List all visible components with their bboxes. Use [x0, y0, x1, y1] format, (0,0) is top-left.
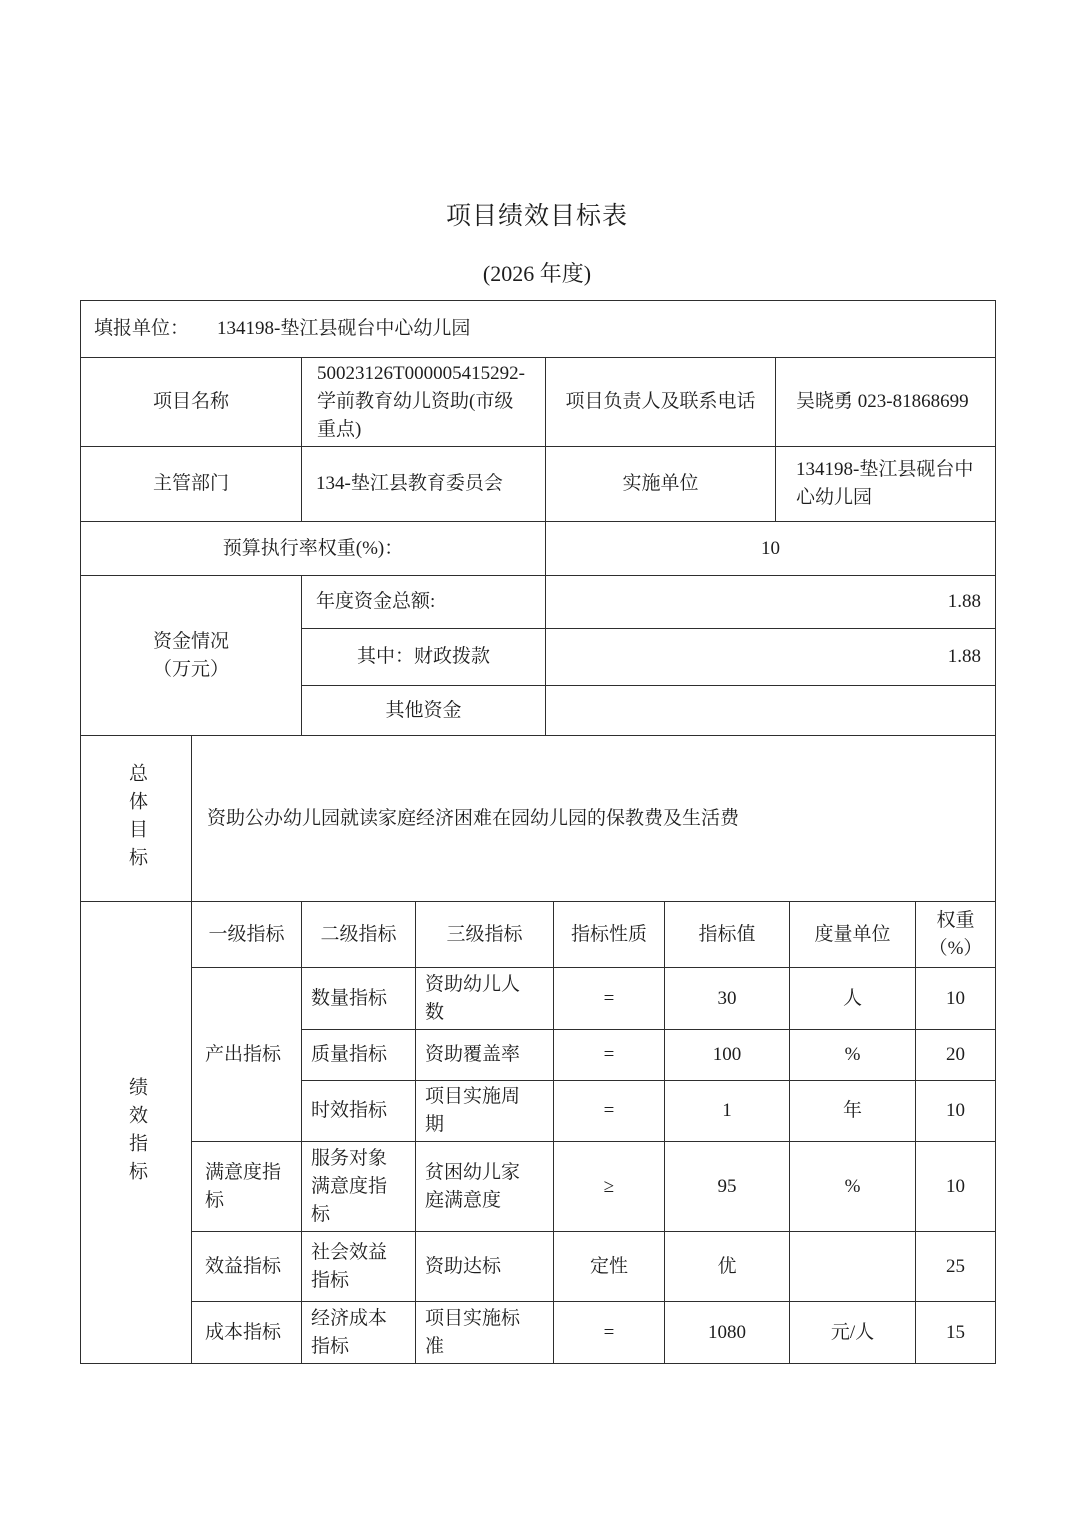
- unit-cell: 年: [790, 1081, 916, 1142]
- weight-cell: 10: [916, 968, 996, 1030]
- indicator-row-cost: [81, 1302, 996, 1364]
- nature-cell: =: [554, 1302, 665, 1364]
- indicators-side-label: 绩效指标: [81, 902, 192, 1364]
- unit-cell: 人: [790, 968, 916, 1030]
- dept-label: 主管部门: [81, 447, 302, 522]
- value-cell: 100: [665, 1030, 790, 1081]
- report-unit-value: 134198-垫江县砚台中心幼儿园: [217, 318, 471, 339]
- weight-cell: 25: [916, 1232, 996, 1302]
- value-cell: 95: [665, 1142, 790, 1232]
- funding-total-row: [81, 576, 996, 629]
- project-name-label: 项目名称: [81, 358, 302, 447]
- col-header-unit: 度量单位: [790, 902, 916, 968]
- budget-exec-value: 10: [546, 522, 996, 576]
- weight-cell: 10: [916, 1081, 996, 1142]
- impl-unit-value: 134198-垫江县砚台中心幼儿园: [776, 447, 996, 522]
- col-header-nature: 指标性质: [554, 902, 665, 968]
- funding-other-label: 其他资金: [302, 686, 546, 736]
- value-cell: 1080: [665, 1302, 790, 1364]
- nature-cell: ≥: [554, 1142, 665, 1232]
- value-cell: 1: [665, 1081, 790, 1142]
- weight-cell: 15: [916, 1302, 996, 1364]
- value-cell: 优: [665, 1232, 790, 1302]
- project-leader-label: 项目负责人及联系电话: [546, 358, 776, 447]
- project-leader-value: 吴晓勇 023-81868699: [776, 358, 996, 447]
- funding-total-value: 1.88: [546, 576, 996, 629]
- unit-cell: [790, 1232, 916, 1302]
- level2-cell: 数量指标: [302, 968, 416, 1030]
- impl-unit-label: 实施单位: [546, 447, 776, 522]
- col-header-level1: 一级指标: [192, 902, 302, 968]
- funding-fiscal-label: 其中：财政拨款: [302, 629, 546, 686]
- unit-cell: 元/人: [790, 1302, 916, 1364]
- project-name-value: 50023126T000005415292-学前教育幼儿资助(市级重点): [302, 358, 546, 447]
- report-unit-cell: [81, 301, 996, 358]
- indicator-row-benefit: [81, 1232, 996, 1302]
- unit-cell: %: [790, 1030, 916, 1081]
- project-name-row: [81, 358, 996, 447]
- level2-cell: 质量指标: [302, 1030, 416, 1081]
- funding-other-value: [546, 686, 996, 736]
- level1-satisfaction: 满意度指标: [192, 1142, 302, 1232]
- level1-output: 产出指标: [192, 968, 302, 1142]
- overall-goal-table: [80, 735, 996, 902]
- funding-fiscal-value: 1.88: [546, 629, 996, 686]
- level2-cell: 服务对象满意度指标: [302, 1142, 416, 1232]
- funding-group-label: 资金情况（万元）: [81, 576, 302, 736]
- page-subtitle: (2026 年度): [482, 261, 592, 286]
- overall-goal-label: 总体目标: [81, 736, 192, 902]
- level3-cell: 资助达标: [416, 1232, 554, 1302]
- indicator-row-quantity: [81, 968, 996, 1030]
- indicators-header-row: [81, 902, 996, 968]
- level3-cell: 项目实施周期: [416, 1081, 554, 1142]
- level2-cell: 社会效益指标: [302, 1232, 416, 1302]
- level3-cell: 贫困幼儿家庭满意度: [416, 1142, 554, 1232]
- value-cell: 30: [665, 968, 790, 1030]
- dept-value: 134-垫江县教育委员会: [302, 447, 546, 522]
- weight-cell: 20: [916, 1030, 996, 1081]
- level1-cost: 成本指标: [192, 1302, 302, 1364]
- info-table: [80, 300, 996, 736]
- level2-cell: 经济成本指标: [302, 1302, 416, 1364]
- budget-exec-label: 预算执行率权重(%)：: [81, 522, 546, 576]
- col-header-level3: 三级指标: [416, 902, 554, 968]
- unit-cell: %: [790, 1142, 916, 1232]
- nature-cell: =: [554, 1081, 665, 1142]
- report-unit-row: [81, 301, 996, 358]
- nature-cell: =: [554, 968, 665, 1030]
- performance-target-table: [80, 300, 995, 1364]
- col-header-level2: 二级指标: [302, 902, 416, 968]
- col-header-value: 指标值: [665, 902, 790, 968]
- indicator-row-satisfaction: [81, 1142, 996, 1232]
- overall-goal-text: 资助公办幼儿园就读家庭经济困难在园幼儿园的保教费及生活费: [192, 736, 996, 902]
- funding-total-label: 年度资金总额:: [302, 576, 546, 629]
- level3-cell: 项目实施标准: [416, 1302, 554, 1364]
- col-header-weight: 权重（%）: [916, 902, 996, 968]
- page-title: 项目绩效目标表: [445, 203, 628, 230]
- dept-row: [81, 447, 996, 522]
- level2-cell: 时效指标: [302, 1081, 416, 1142]
- indicators-table: [80, 901, 996, 1364]
- report-unit-label: 填报单位：: [94, 318, 190, 339]
- level3-cell: 资助覆盖率: [416, 1030, 554, 1081]
- nature-cell: 定性: [554, 1232, 665, 1302]
- level3-cell: 资助幼儿人数: [416, 968, 554, 1030]
- budget-exec-row: [81, 522, 996, 576]
- level1-benefit: 效益指标: [192, 1232, 302, 1302]
- overall-goal-row: [81, 736, 996, 902]
- nature-cell: =: [554, 1030, 665, 1081]
- weight-cell: 10: [916, 1142, 996, 1232]
